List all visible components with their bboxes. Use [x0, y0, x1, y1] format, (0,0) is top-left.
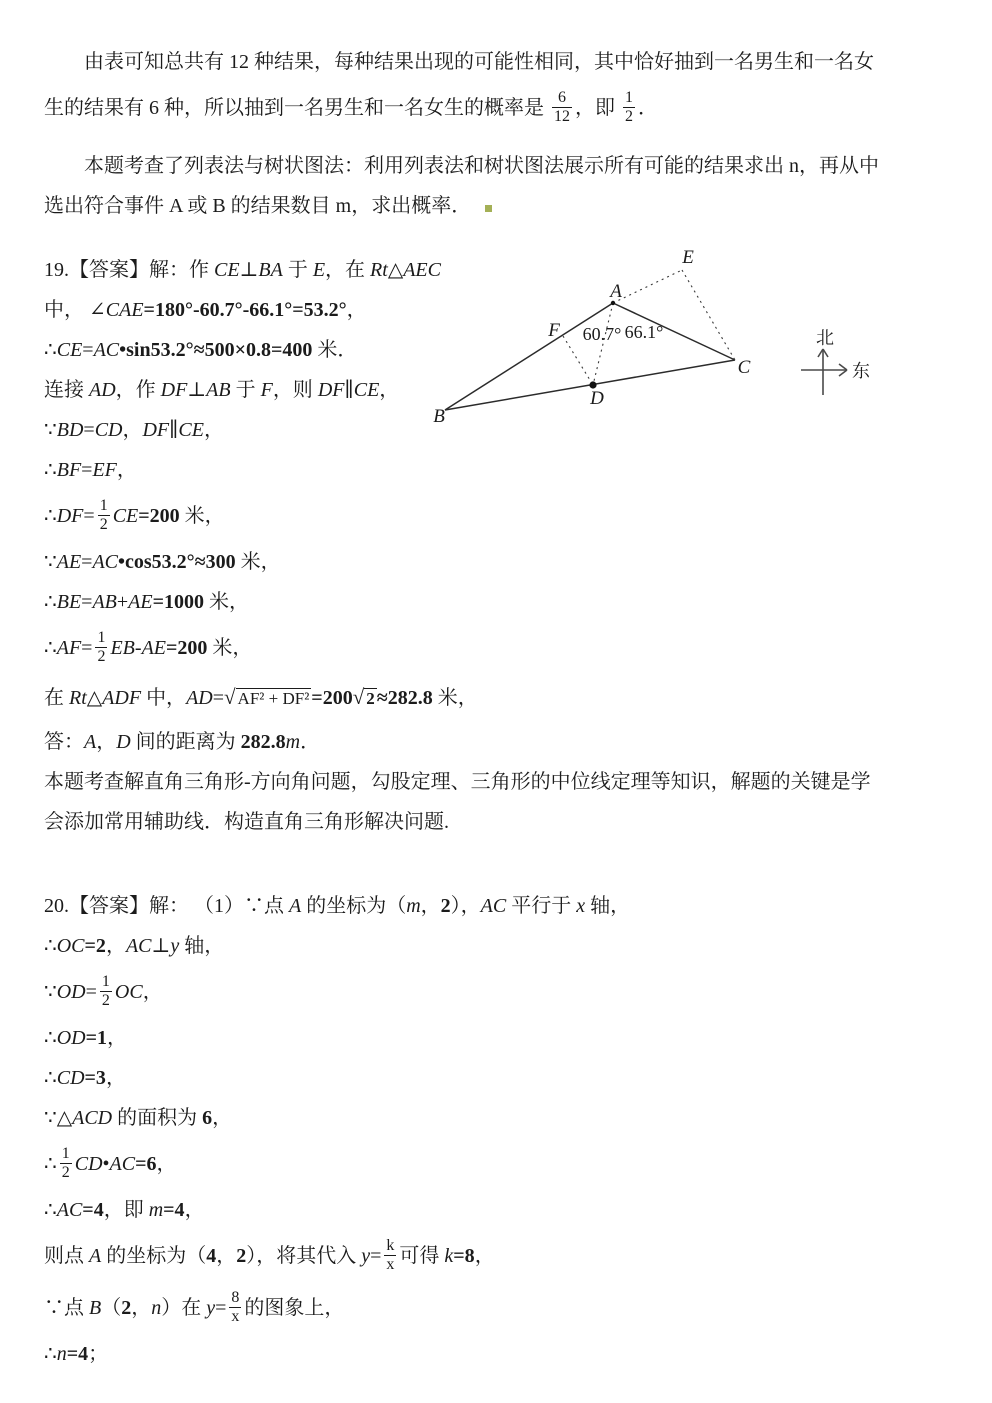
text-run: =3: [84, 1067, 106, 1089]
text-run: BD: [56, 419, 84, 441]
triangle-figure: [430, 243, 890, 438]
text-run: OD: [56, 1027, 86, 1049]
text-line: [44, 490, 956, 542]
text-run: F: [260, 379, 273, 401]
text-run: 米，: [235, 551, 281, 573]
text-run: =180°-60.7°-66.1°=53.2°: [143, 299, 347, 321]
text-run: CE: [214, 259, 240, 281]
intro-paragraph-probability: [44, 42, 956, 134]
text-run: CE: [112, 505, 139, 527]
text-run: 米，: [432, 687, 478, 709]
text-run: B: [89, 1297, 102, 1319]
angle-label-60-7: 60.7°: [582, 324, 622, 344]
question-19-diagram: [430, 243, 890, 438]
fraction: $\frac{1}{2}$: [101, 973, 110, 1009]
text-run: AEC: [403, 259, 441, 281]
text-run: =1000: [152, 591, 205, 613]
text-run: =: [81, 637, 93, 659]
text-run: D: [116, 731, 131, 753]
text-line: [44, 886, 956, 926]
text-line: [44, 186, 956, 226]
text-run: ，: [96, 731, 117, 753]
text-run: BF: [56, 459, 82, 481]
text-run: AF: [56, 637, 82, 659]
text-run: =4: [82, 1199, 104, 1221]
text-run: AE: [56, 551, 82, 573]
text-run: DF: [56, 505, 84, 527]
text-run: ，: [346, 299, 367, 321]
text-run: AC: [480, 895, 507, 917]
text-line: [44, 622, 956, 674]
text-run: ，: [212, 1107, 233, 1129]
text-run: ∴: [44, 1153, 57, 1175]
text-run: CE: [178, 419, 204, 441]
text-run: 的坐标为（: [301, 895, 407, 917]
text-run: 19.【答案】解：作: [44, 259, 214, 281]
intro-paragraph-method: [44, 146, 956, 226]
text-line: [44, 450, 956, 490]
text-run: OC: [56, 935, 85, 957]
text-run: ⊥: [151, 935, 171, 957]
text-run: -: [134, 637, 142, 659]
label-B: B: [433, 406, 445, 427]
text-run: ，作: [115, 379, 161, 401]
text-run: y: [206, 1297, 216, 1319]
text-run: AC: [109, 1153, 136, 1175]
text-run: ⊥: [239, 259, 259, 281]
text-run: AB: [92, 591, 117, 613]
text-run: =: [212, 687, 225, 709]
text-line: [44, 1190, 956, 1230]
text-run: 的面积为: [112, 1107, 203, 1129]
sqrt-expression: √ 2: [352, 685, 375, 709]
text-run: ⊥: [187, 379, 207, 401]
text-run: 282.8: [240, 731, 286, 753]
text-run: m: [148, 1199, 164, 1221]
text-run: ∵△: [44, 1107, 73, 1129]
text-run: 4: [206, 1245, 217, 1267]
text-run: OD: [56, 981, 86, 1003]
text-run: CD: [94, 419, 123, 441]
text-run: BA: [258, 259, 283, 281]
text-run: ，则: [272, 379, 318, 401]
text-run: CE: [353, 379, 380, 401]
text-run: ，即: [103, 1199, 149, 1221]
text-run: ，: [216, 1245, 237, 1267]
text-line: [44, 1058, 956, 1098]
text-run: AC: [92, 551, 119, 573]
text-line: [44, 762, 956, 802]
text-line: [44, 1098, 956, 1138]
text-run: ∴: [44, 1199, 57, 1221]
fraction: $\frac{1}{2}$: [61, 1145, 70, 1181]
text-run: 则点: [44, 1245, 89, 1267]
text-run: ，: [184, 1199, 205, 1221]
text-run: AB: [206, 379, 231, 401]
text-run: Rt: [370, 259, 388, 281]
compass-east-label: 东: [852, 361, 870, 381]
text-run: 本题考查了列表法与树状图法：利用列表法和树状图法展示所有可能的结果求出 n，再从中: [84, 155, 879, 177]
text-run: ∵: [44, 551, 57, 573]
text-run: =1: [85, 1027, 108, 1049]
text-run: ．: [300, 731, 321, 753]
text-run: EB: [110, 637, 135, 659]
text-run: 生的结果有 6 种，所以抽到一名男生和一名女生的概率是: [44, 97, 549, 119]
text-run: AC: [125, 935, 152, 957]
east-arrowhead: [839, 370, 847, 376]
text-run: 2: [236, 1245, 247, 1267]
text-run: 连接: [44, 379, 89, 401]
compass-rose: [801, 328, 870, 395]
text-run: （: [101, 1297, 122, 1319]
dashed-AE: [613, 270, 682, 303]
text-run: DF: [160, 379, 188, 401]
text-run: OC: [114, 981, 143, 1003]
text-run: 轴，: [585, 895, 631, 917]
text-line: [44, 82, 956, 134]
text-run: ∵: [44, 419, 57, 441]
text-run: ∵: [44, 981, 57, 1003]
text-line: [44, 542, 956, 582]
text-run: =: [81, 591, 93, 613]
text-line: [44, 926, 956, 966]
text-run: 米，: [204, 591, 250, 613]
text-run: ；: [88, 1343, 109, 1365]
text-line: [44, 802, 956, 842]
text-run: =: [81, 551, 93, 573]
sqrt-expression: √ AF² + DF²: [224, 685, 310, 709]
text-run: 米，: [179, 505, 225, 527]
text-run: y: [170, 935, 180, 957]
text-run: 20.【答案】解： （1）∵点: [44, 895, 289, 917]
text-run: CD: [74, 1153, 103, 1175]
text-run: BE: [56, 591, 82, 613]
text-run: =: [85, 981, 97, 1003]
text-run: ，: [105, 1067, 126, 1089]
text-run: ，: [107, 1027, 128, 1049]
text-run: AE: [141, 637, 166, 659]
text-line: [44, 722, 956, 762]
text-run: DF: [142, 419, 170, 441]
text-run: 2: [440, 895, 451, 917]
text-run: AE: [128, 591, 153, 613]
dashed-AD: [593, 303, 613, 385]
text-line: [44, 1282, 956, 1334]
text-run: 2: [121, 1297, 132, 1319]
text-run: ，即: [575, 97, 620, 119]
text-run: ，: [420, 895, 441, 917]
text-line: [44, 42, 956, 82]
text-run: ，: [116, 459, 137, 481]
text-line: [44, 674, 956, 722]
text-run: ），: [450, 895, 481, 917]
text-run: =: [83, 419, 95, 441]
text-run: 于: [230, 379, 261, 401]
label-F: F: [548, 320, 560, 341]
text-run: •sin53.2°≈500×0.8=400: [119, 339, 313, 361]
text-line: [44, 1334, 956, 1374]
text-run: 间的距离为: [130, 731, 241, 753]
stray-green-dot: [485, 205, 492, 212]
label-D: D: [590, 388, 604, 409]
fraction: $\frac{6}{12}$: [554, 89, 570, 125]
text-run: =: [370, 1245, 382, 1267]
text-run: 米．: [312, 339, 358, 361]
text-run: ，: [105, 935, 126, 957]
text-run: 轴，: [179, 935, 225, 957]
fraction: $\frac{1}{2}$: [97, 629, 106, 665]
text-run: =: [83, 505, 95, 527]
text-run: +: [116, 591, 129, 613]
text-run: CD: [56, 1067, 85, 1089]
text-run: 米，: [207, 637, 253, 659]
text-run: ∥: [344, 379, 354, 401]
text-run: ，: [203, 419, 224, 441]
text-run: AD: [186, 687, 213, 709]
fraction: $\frac{8}{x}$: [231, 1289, 240, 1325]
angle-label-66-1: 66.1°: [624, 322, 664, 342]
text-run: CAE: [105, 299, 144, 321]
text-run: 的坐标为（: [101, 1245, 207, 1267]
text-run: =: [81, 459, 93, 481]
text-run: A: [89, 1245, 102, 1267]
text-run: =200: [166, 637, 208, 659]
text-run: ∴: [44, 637, 57, 659]
text-run: ，在: [325, 259, 371, 281]
side-BA: [445, 303, 613, 410]
label-E: E: [682, 247, 694, 268]
compass-north-label: 北: [816, 328, 834, 348]
text-run: ，: [474, 1245, 495, 1267]
text-run: AC: [93, 339, 120, 361]
text-line: [44, 1138, 956, 1190]
text-run: 在: [44, 687, 69, 709]
text-run: n: [56, 1343, 67, 1365]
label-A: A: [610, 281, 622, 302]
text-run: ∴: [44, 935, 57, 957]
text-run: A: [84, 731, 97, 753]
text-run: ，: [142, 981, 163, 1003]
text-run: =6: [135, 1153, 157, 1175]
text-run: ，: [122, 419, 143, 441]
text-run: EF: [92, 459, 117, 481]
text-run: ∴: [44, 339, 57, 361]
text-run: •cos53.2°≈300: [118, 551, 236, 573]
text-line: [44, 1230, 956, 1282]
text-run: ∴: [44, 1027, 57, 1049]
text-run: 会添加常用辅助线．构造直角三角形解决问题.: [44, 811, 449, 833]
text-run: 于: [282, 259, 313, 281]
dashed-EC: [682, 270, 735, 360]
fraction: $\frac{1}{2}$: [99, 497, 108, 533]
text-run: ∴: [44, 1343, 57, 1365]
fraction: $\frac{k}{x}$: [386, 1237, 395, 1273]
text-run: ∵点: [44, 1297, 89, 1319]
text-run: n: [151, 1297, 162, 1319]
text-run: =8: [453, 1245, 475, 1267]
text-run: ≈282.8: [376, 687, 433, 709]
text-run: 选出符合事件 A 或 B 的结果数目 m，求出概率．: [44, 195, 472, 217]
label-C: C: [737, 357, 751, 378]
text-run: ，: [131, 1297, 152, 1319]
text-run: E: [312, 259, 326, 281]
text-run: •: [102, 1153, 110, 1175]
text-run: ADF: [102, 687, 142, 709]
text-run: 中，: [141, 687, 187, 709]
text-run: AD: [89, 379, 116, 401]
east-arrowhead: [839, 364, 847, 370]
text-run: m: [406, 895, 421, 917]
text-run: 平行于: [506, 895, 577, 917]
text-run: y: [361, 1245, 371, 1267]
text-run: ，: [156, 1153, 177, 1175]
text-run: 答：: [44, 731, 84, 753]
text-run: DF: [317, 379, 345, 401]
text-line: [44, 146, 956, 186]
text-run: ACD: [72, 1107, 113, 1129]
text-run: 6: [202, 1107, 213, 1129]
text-run: =: [82, 339, 94, 361]
text-run: ，: [379, 379, 400, 401]
text-run: CE: [56, 339, 83, 361]
text-run: m: [285, 731, 301, 753]
text-run: =2: [84, 935, 106, 957]
text-line: [44, 582, 956, 622]
text-run: ），将其代入: [246, 1245, 362, 1267]
text-run: x: [576, 895, 586, 917]
text-run: 可得: [399, 1245, 445, 1267]
text-run: △: [86, 687, 103, 709]
text-run: =: [215, 1297, 227, 1319]
text-run: A: [289, 895, 302, 917]
text-run: △: [387, 259, 404, 281]
text-run: ∥: [169, 419, 179, 441]
text-run: AC: [56, 1199, 83, 1221]
text-run: =200: [311, 687, 353, 709]
text-line: [44, 1018, 956, 1058]
text-run: =200: [138, 505, 180, 527]
answer-20-block: [44, 886, 956, 1374]
text-run: ∴: [44, 505, 57, 527]
text-run: ∴: [44, 591, 57, 613]
text-line: [44, 966, 956, 1018]
text-run: k: [444, 1245, 454, 1267]
text-run: 由表可知总共有 12 种结果，每种结果出现的可能性相同，其中恰好抽到一名男生和一名女: [84, 51, 874, 73]
text-run: ∴: [44, 1067, 57, 1089]
text-run: =4: [163, 1199, 185, 1221]
text-run: ）在: [161, 1297, 207, 1319]
text-run: ．: [638, 97, 658, 119]
text-run: 中， ∠: [44, 299, 106, 321]
text-run: 本题考查解直角三角形-方向角问题，勾股定理、三角形的中位线定理等知识，解题的关键是学: [44, 771, 871, 793]
text-run: Rt: [69, 687, 87, 709]
text-run: 的图象上，: [244, 1297, 345, 1319]
text-run: ∴: [44, 459, 57, 481]
fraction: $\frac{1}{2}$: [625, 89, 633, 125]
text-run: =4: [66, 1343, 89, 1365]
